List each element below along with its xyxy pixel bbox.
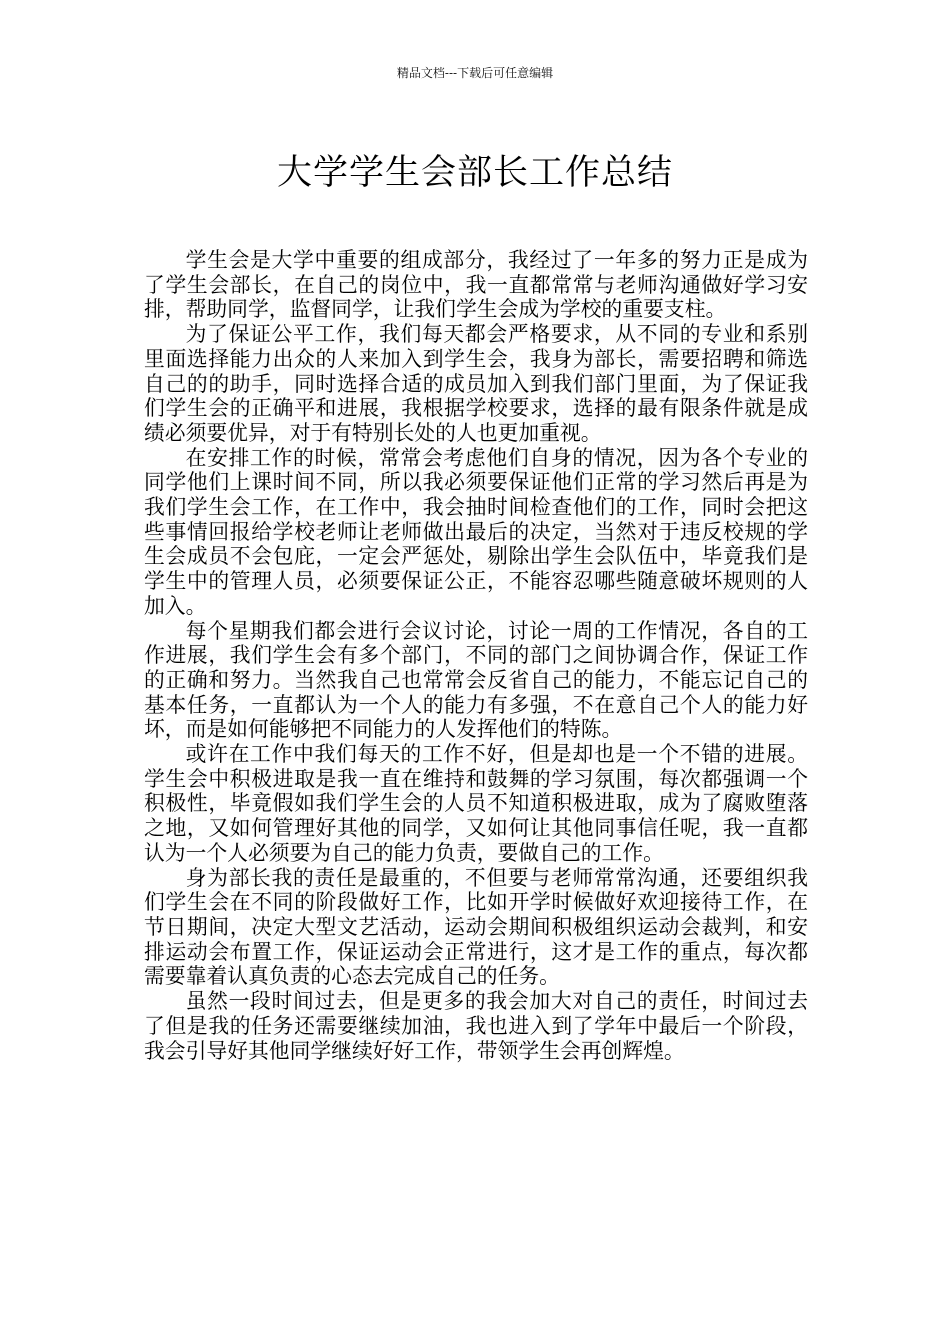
paragraph-5: 或许在工作中我们每天的工作不好，但是却也是一个不错的进展。学生会中积极进取是我一直在维持和鼓舞的学习氛围，每次都强调一个积极性，毕竟假如我们学生会的人员不知道积极进取，成为了腐败堕落之地，又如何管理好其他的同学，又如何让其他同事信任呢，我一直都认为一个人必须要为自己的能力负责，要做自己的工作。 <box>144 742 808 865</box>
paragraph-7: 虽然一段时间过去，但是更多的我会加大对自己的责任，时间过去了但是我的任务还需要继续加油，我也进入到了学年中最后一个阶段，我会引导好其他同学继续好好工作，带领学生会再创辉煌。 <box>144 989 808 1063</box>
paragraph-4: 每个星期我们都会进行会议讨论，讨论一周的工作情况，各自的工作进展，我们学生会有多个部门，不同的部门之间协调合作，保证工作的正确和努力。当然我自己也常常会反省自己的能力，不能忘记自己的基本任务，一直都认为一个人的能力有多强，不在意自己个人的能力好坏，而是如何能够把不同能力的人发挥他们的特陈。 <box>144 618 808 742</box>
document-body <box>144 248 808 1063</box>
page-header: 精品文档---下载后可任意编辑 <box>396 66 554 80</box>
paragraph-3: 在安排工作的时候，常常会考虑他们自身的情况，因为各个专业的同学他们上课时间不同，所以我必须要保证他们正常的学习然后再是为我们学生会工作，在工作中，我会抽时间检查他们的工作，同时会把这些事情回报给学校老师让老师做出最后的决定，当然对于违反校规的学生会成员不会包庇，一定会严惩处，剔除出学生会队伍中，毕竟我们是学生中的管理人员，必须要保证公正，不能容忍哪些随意破坏规则的人加入。 <box>144 445 808 618</box>
paragraph-2: 为了保证公平工作，我们每天都会严格要求，从不同的专业和系别里面选择能力出众的人来加入到学生会，我身为部长，需要招聘和筛选自己的的助手，同时选择合适的成员加入到我们部门里面，为了保证我们学生会的正确平和进展，我根据学校要求，选择的最有限条件就是成绩必须要优异，对于有特别长处的人也更加重视。 <box>144 322 808 445</box>
document-title: 大学学生会部长工作总结 <box>276 153 673 194</box>
paragraph-6: 身为部长我的责任是最重的，不但要与老师常常沟通，还要组织我们学生会在不同的阶段做好工作，比如开学时候做好欢迎接待工作，在节日期间，决定大型文艺活动，运动会期间积极组织运动会裁判，和安排运动会布置工作，保证运动会正常进行，这才是工作的重点，每次都需要靠着认真负责的心态去完成自己的任务。 <box>144 865 808 989</box>
paragraph-1: 学生会是大学中重要的组成部分，我经过了一年多的努力正是成为了学生会部长，在自己的岗位中，我一直都常常与老师沟通做好学习安排，帮助同学，监督同学，让我们学生会成为学校的重要支柱。 <box>144 248 808 322</box>
